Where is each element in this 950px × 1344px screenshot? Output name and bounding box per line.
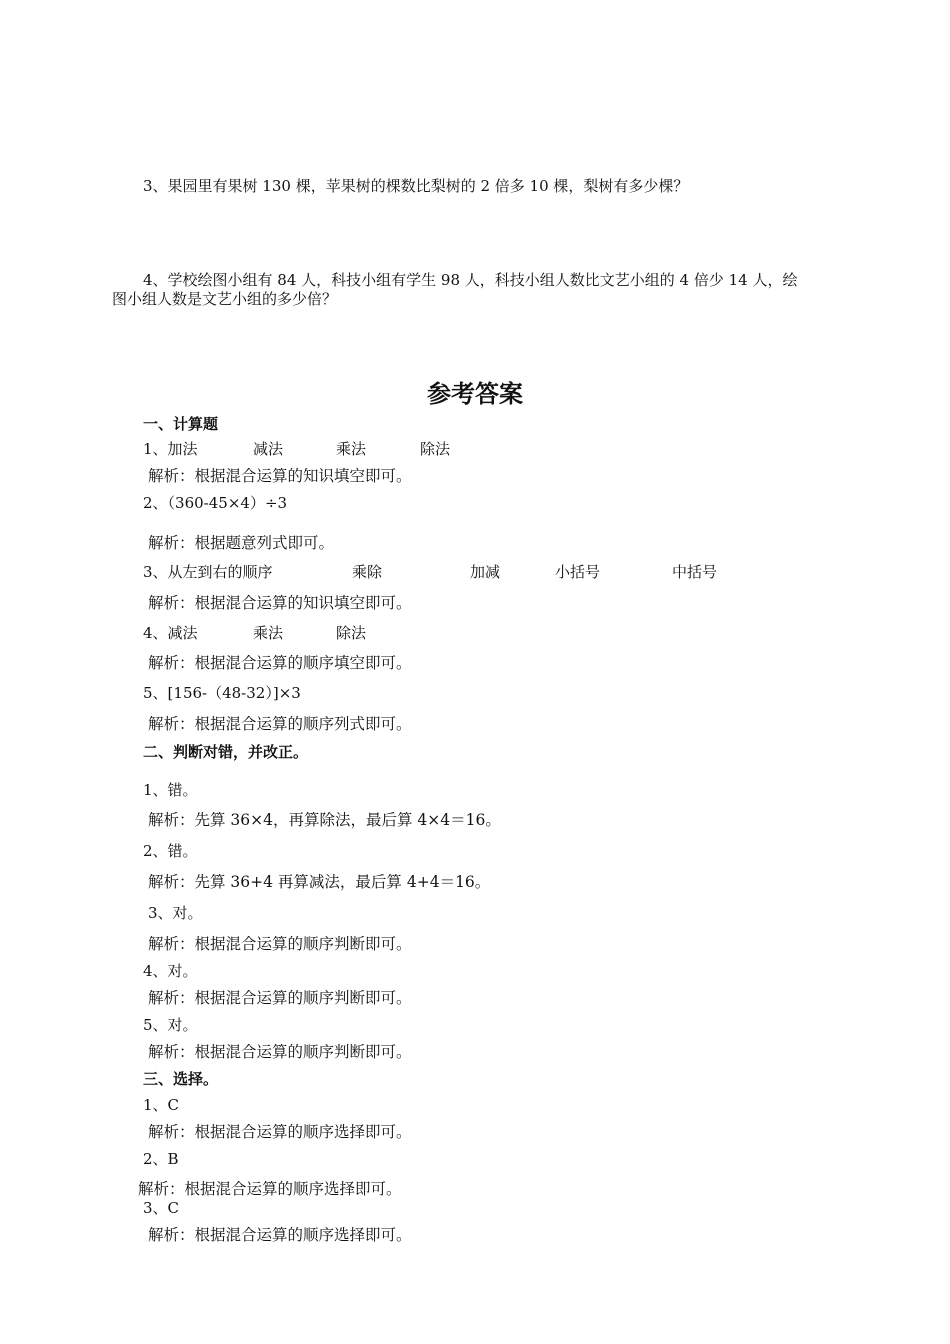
analysis-2-5: 解析：根据混合运算的顺序判断即可。 <box>148 1043 412 1061</box>
analysis-1-1: 解析：根据混合运算的知识填空即可。 <box>148 467 412 485</box>
answer-1-1-item-3: 乘法 <box>336 440 367 458</box>
analysis-1-5: 解析：根据混合运算的顺序列式即可。 <box>148 715 412 733</box>
analysis-1-2: 解析：根据题意列式即可。 <box>148 534 335 552</box>
section-1-heading: 一、计算题 <box>143 415 219 433</box>
answer-1-2: 2、（360-45×4）÷3 <box>143 494 288 512</box>
answer-1-3-item-1: 3、从左到右的顺序 <box>143 563 273 581</box>
answer-1-4-item-3: 除法 <box>336 624 367 642</box>
answer-1-3-item-2: 乘除 <box>352 563 383 581</box>
question-3: 3、果园里有果树 130 棵，苹果树的棵数比梨树的 2 倍多 10 棵，梨树有多少棵？ <box>143 177 689 195</box>
section-3-heading: 三、选择。 <box>143 1070 219 1088</box>
answer-2-3: 3、对。 <box>148 904 203 922</box>
answer-2-1: 1、错。 <box>143 781 198 799</box>
analysis-2-3: 解析：根据混合运算的顺序判断即可。 <box>148 935 412 953</box>
answer-2-2: 2、错。 <box>143 842 198 860</box>
answer-1-1-item-4: 除法 <box>420 440 451 458</box>
answer-1-4-item-1: 4、减法 <box>143 624 198 642</box>
analysis-2-2: 解析：先算 36+4 再算减法，最后算 4+4＝16。 <box>148 873 491 891</box>
section-2-heading: 二、判断对错，并改正。 <box>143 743 309 761</box>
answer-1-4-item-2: 乘法 <box>253 624 284 642</box>
answer-3-3: 3、C <box>143 1199 180 1217</box>
answer-1-3-item-5: 中括号 <box>672 563 718 581</box>
analysis-3-2: 解析：根据混合运算的顺序选择即可。 <box>138 1180 402 1198</box>
question-4-line2: 图小组人数是文艺小组的多少倍？ <box>112 290 338 308</box>
analysis-3-1: 解析：根据混合运算的顺序选择即可。 <box>148 1123 412 1141</box>
answer-3-2: 2、B <box>143 1150 179 1168</box>
analysis-2-1: 解析：先算 36×4，再算除法，最后算 4×4＝16。 <box>148 811 501 829</box>
answer-3-1: 1、C <box>143 1096 180 1114</box>
answer-2-5: 5、对。 <box>143 1016 198 1034</box>
answer-1-3-item-4: 小括号 <box>555 563 601 581</box>
question-4-line1: 4、学校绘图小组有 84 人，科技小组有学生 98 人，科技小组人数比文艺小组的 4 倍少 14 人，绘 <box>143 271 798 289</box>
analysis-1-4: 解析：根据混合运算的顺序填空即可。 <box>148 654 412 672</box>
analysis-3-3: 解析：根据混合运算的顺序选择即可。 <box>148 1226 412 1244</box>
answer-1-1-item-1: 1、加法 <box>143 440 198 458</box>
answer-1-5: 5、[156-（48-32）]×3 <box>143 684 301 702</box>
analysis-2-4: 解析：根据混合运算的顺序判断即可。 <box>148 989 412 1007</box>
answers-title: 参考答案 <box>427 380 523 408</box>
answer-1-3-item-3: 加减 <box>470 563 501 581</box>
analysis-1-3: 解析：根据混合运算的知识填空即可。 <box>148 594 412 612</box>
answer-1-1-item-2: 减法 <box>253 440 284 458</box>
answer-2-4: 4、对。 <box>143 962 198 980</box>
